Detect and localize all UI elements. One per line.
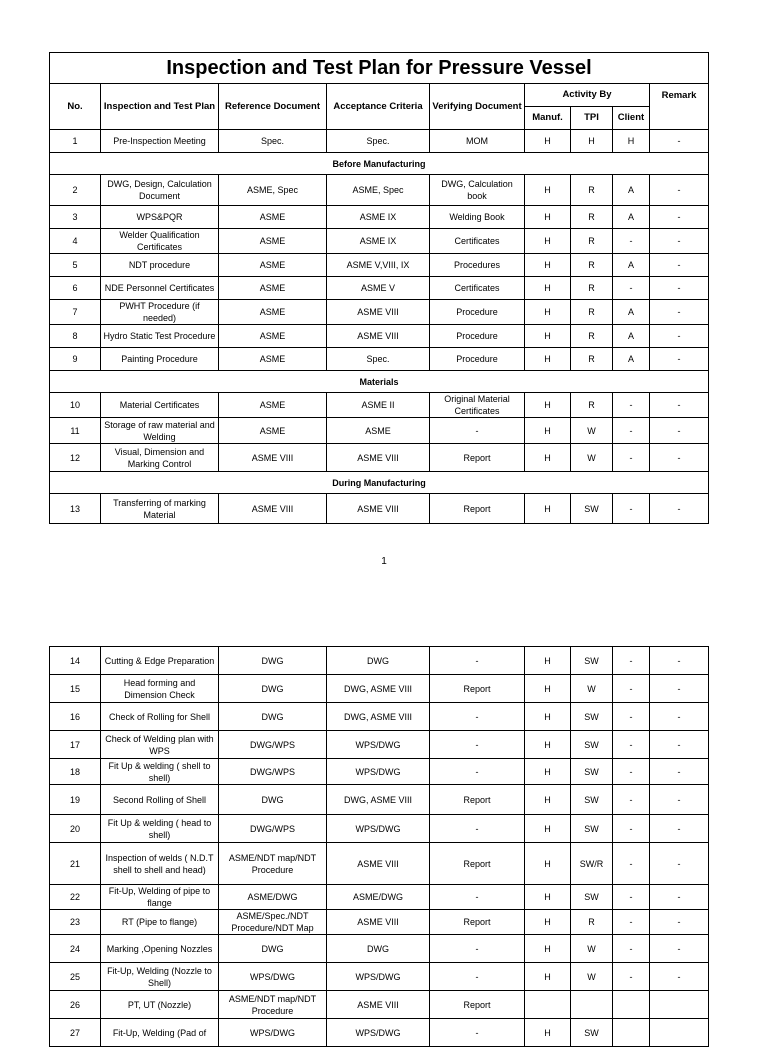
- cell-manuf: H: [525, 785, 571, 815]
- table-row: [50, 130, 709, 153]
- cell-manuf: H: [525, 963, 571, 991]
- cell-inspection-plan: Pre-Inspection Meeting: [101, 130, 219, 153]
- cell-reference: DWG/WPS: [219, 759, 327, 785]
- cell-tpi: R: [571, 300, 613, 325]
- cell-reference: DWG: [219, 647, 327, 675]
- cell-client: A: [613, 254, 650, 277]
- cell-inspection-plan: NDE Personnel Certificates: [101, 277, 219, 300]
- cell-client: -: [613, 963, 650, 991]
- cell-manuf: H: [525, 910, 571, 935]
- cell-acceptance: DWG: [327, 647, 430, 675]
- cell-tpi: R: [571, 229, 613, 254]
- cell-acceptance: WPS/DWG: [327, 759, 430, 785]
- cell-tpi: [571, 991, 613, 1019]
- section-row: [50, 472, 709, 494]
- cell-manuf: H: [525, 703, 571, 731]
- cell-manuf: H: [525, 348, 571, 371]
- cell-verifying: Report: [430, 444, 525, 472]
- table-row: [50, 815, 709, 843]
- cell-manuf: H: [525, 1019, 571, 1047]
- cell-remark: -: [650, 444, 709, 472]
- cell-reference: ASME, Spec: [219, 175, 327, 206]
- cell-reference: WPS/DWG: [219, 1019, 327, 1047]
- cell-client: -: [613, 910, 650, 935]
- cell-acceptance: ASME VIII: [327, 325, 430, 348]
- cell-remark: -: [650, 206, 709, 229]
- table-row: [50, 418, 709, 444]
- cell-remark: -: [650, 843, 709, 885]
- cell-no: 14: [50, 647, 101, 675]
- cell-no: 13: [50, 494, 101, 524]
- cell-no: 1: [50, 130, 101, 153]
- cell-client: A: [613, 325, 650, 348]
- cell-acceptance: ASME IX: [327, 229, 430, 254]
- cell-remark: -: [650, 175, 709, 206]
- table-row: [50, 300, 709, 325]
- itp-table-page-1: [49, 52, 709, 524]
- cell-remark: -: [650, 910, 709, 935]
- cell-verifying: MOM: [430, 130, 525, 153]
- cell-inspection-plan: Fit Up & welding ( head to shell): [101, 815, 219, 843]
- section-label: During Manufacturing: [50, 472, 709, 494]
- cell-inspection-plan: RT (Pipe to flange): [101, 910, 219, 935]
- section-label: Materials: [50, 371, 709, 393]
- cell-inspection-plan: Marking ,Opening Nozzles: [101, 935, 219, 963]
- cell-tpi: R: [571, 910, 613, 935]
- cell-client: -: [613, 759, 650, 785]
- cell-manuf: H: [525, 130, 571, 153]
- cell-acceptance: ASME VIII: [327, 300, 430, 325]
- cell-client: [613, 991, 650, 1019]
- cell-reference: ASME: [219, 348, 327, 371]
- cell-tpi: SW: [571, 731, 613, 759]
- cell-client: [613, 1019, 650, 1047]
- col-header-remark: Remark: [650, 84, 709, 130]
- cell-reference: ASME VIII: [219, 444, 327, 472]
- cell-no: 11: [50, 418, 101, 444]
- cell-verifying: DWG, Calculation book: [430, 175, 525, 206]
- cell-verifying: -: [430, 1019, 525, 1047]
- cell-reference: ASME: [219, 300, 327, 325]
- col-header-acceptance: Acceptance Criteria: [327, 84, 430, 130]
- cell-tpi: W: [571, 444, 613, 472]
- cell-tpi: SW: [571, 1019, 613, 1047]
- section-label: Before Manufacturing: [50, 153, 709, 175]
- cell-verifying: Report: [430, 675, 525, 703]
- cell-verifying: Procedure: [430, 348, 525, 371]
- cell-acceptance: DWG, ASME VIII: [327, 785, 430, 815]
- cell-remark: -: [650, 703, 709, 731]
- table-row: [50, 206, 709, 229]
- cell-no: 24: [50, 935, 101, 963]
- cell-tpi: R: [571, 348, 613, 371]
- itp-table-page-2: [49, 646, 709, 1047]
- cell-inspection-plan: WPS&PQR: [101, 206, 219, 229]
- cell-manuf: H: [525, 843, 571, 885]
- cell-manuf: H: [525, 175, 571, 206]
- cell-acceptance: Spec.: [327, 130, 430, 153]
- cell-client: -: [613, 731, 650, 759]
- col-header-activity-by: Activity By: [525, 84, 650, 107]
- cell-verifying: Report: [430, 785, 525, 815]
- cell-verifying: Procedure: [430, 300, 525, 325]
- cell-reference: ASME: [219, 206, 327, 229]
- cell-verifying: -: [430, 815, 525, 843]
- cell-inspection-plan: Fit-Up, Welding (Nozzle to Shell): [101, 963, 219, 991]
- cell-verifying: Certificates: [430, 229, 525, 254]
- cell-acceptance: Spec.: [327, 348, 430, 371]
- cell-inspection-plan: Storage of raw material and Welding: [101, 418, 219, 444]
- cell-manuf: H: [525, 885, 571, 910]
- cell-client: A: [613, 175, 650, 206]
- cell-client: -: [613, 494, 650, 524]
- cell-remark: -: [650, 494, 709, 524]
- cell-reference: Spec.: [219, 130, 327, 153]
- cell-remark: -: [650, 418, 709, 444]
- cell-acceptance: ASME VIII: [327, 843, 430, 885]
- cell-acceptance: ASME V: [327, 277, 430, 300]
- cell-remark: -: [650, 963, 709, 991]
- cell-verifying: Welding Book: [430, 206, 525, 229]
- cell-acceptance: ASME II: [327, 393, 430, 418]
- cell-manuf: H: [525, 254, 571, 277]
- cell-no: 9: [50, 348, 101, 371]
- cell-acceptance: DWG, ASME VIII: [327, 703, 430, 731]
- cell-reference: DWG: [219, 703, 327, 731]
- cell-client: -: [613, 703, 650, 731]
- cell-inspection-plan: Painting Procedure: [101, 348, 219, 371]
- cell-remark: -: [650, 815, 709, 843]
- cell-verifying: -: [430, 935, 525, 963]
- cell-inspection-plan: Welder Qualification Certificates: [101, 229, 219, 254]
- cell-no: 5: [50, 254, 101, 277]
- cell-inspection-plan: Fit-Up, Welding of pipe to flange: [101, 885, 219, 910]
- cell-inspection-plan: NDT procedure: [101, 254, 219, 277]
- cell-manuf: H: [525, 759, 571, 785]
- table-row: [50, 910, 709, 935]
- cell-verifying: Procedure: [430, 325, 525, 348]
- cell-tpi: SW: [571, 759, 613, 785]
- cell-manuf: H: [525, 935, 571, 963]
- cell-inspection-plan: Inspection of welds ( N.D.T shell to shell and head): [101, 843, 219, 885]
- cell-acceptance: WPS/DWG: [327, 963, 430, 991]
- cell-client: A: [613, 206, 650, 229]
- cell-remark: [650, 991, 709, 1019]
- cell-tpi: W: [571, 675, 613, 703]
- cell-reference: WPS/DWG: [219, 963, 327, 991]
- table-row: [50, 963, 709, 991]
- section-row: [50, 153, 709, 175]
- cell-remark: -: [650, 254, 709, 277]
- col-header-client: Client: [613, 107, 650, 130]
- page-title: Inspection and Test Plan for Pressure Vessel: [50, 53, 709, 84]
- cell-no: 23: [50, 910, 101, 935]
- cell-reference: ASME VIII: [219, 494, 327, 524]
- cell-remark: [650, 1019, 709, 1047]
- cell-manuf: H: [525, 229, 571, 254]
- table-row: [50, 175, 709, 206]
- cell-reference: ASME: [219, 325, 327, 348]
- cell-manuf: H: [525, 277, 571, 300]
- cell-acceptance: WPS/DWG: [327, 815, 430, 843]
- cell-manuf: H: [525, 444, 571, 472]
- cell-client: -: [613, 647, 650, 675]
- cell-reference: DWG: [219, 675, 327, 703]
- col-header-tpi: TPI: [571, 107, 613, 130]
- cell-client: -: [613, 277, 650, 300]
- cell-tpi: R: [571, 325, 613, 348]
- cell-no: 2: [50, 175, 101, 206]
- cell-remark: -: [650, 325, 709, 348]
- cell-verifying: -: [430, 703, 525, 731]
- cell-tpi: W: [571, 935, 613, 963]
- cell-client: -: [613, 885, 650, 910]
- cell-client: -: [613, 935, 650, 963]
- cell-acceptance: ASME, Spec: [327, 175, 430, 206]
- cell-acceptance: ASME VIII: [327, 910, 430, 935]
- table-row: [50, 647, 709, 675]
- cell-no: 18: [50, 759, 101, 785]
- cell-remark: -: [650, 130, 709, 153]
- cell-remark: -: [650, 785, 709, 815]
- cell-client: H: [613, 130, 650, 153]
- cell-no: 8: [50, 325, 101, 348]
- cell-no: 26: [50, 991, 101, 1019]
- cell-client: -: [613, 675, 650, 703]
- cell-remark: -: [650, 731, 709, 759]
- cell-verifying: Report: [430, 910, 525, 935]
- cell-verifying: -: [430, 418, 525, 444]
- cell-remark: -: [650, 348, 709, 371]
- cell-tpi: SW: [571, 703, 613, 731]
- cell-manuf: H: [525, 325, 571, 348]
- cell-remark: -: [650, 277, 709, 300]
- cell-acceptance: ASME/DWG: [327, 885, 430, 910]
- table-row: [50, 393, 709, 418]
- cell-reference: DWG/WPS: [219, 731, 327, 759]
- table-row: [50, 675, 709, 703]
- cell-no: 10: [50, 393, 101, 418]
- table-row: [50, 991, 709, 1019]
- cell-inspection-plan: Transferring of marking Material: [101, 494, 219, 524]
- cell-inspection-plan: Material Certificates: [101, 393, 219, 418]
- cell-acceptance: WPS/DWG: [327, 731, 430, 759]
- cell-client: A: [613, 300, 650, 325]
- cell-tpi: SW: [571, 494, 613, 524]
- table-row: [50, 254, 709, 277]
- cell-verifying: Report: [430, 991, 525, 1019]
- cell-verifying: Certificates: [430, 277, 525, 300]
- cell-reference: ASME: [219, 393, 327, 418]
- cell-acceptance: DWG: [327, 935, 430, 963]
- cell-inspection-plan: PWHT Procedure (if needed): [101, 300, 219, 325]
- table-row: [50, 1019, 709, 1047]
- cell-remark: -: [650, 885, 709, 910]
- cell-verifying: -: [430, 647, 525, 675]
- table-body-page-1: [50, 130, 709, 524]
- table-row: [50, 325, 709, 348]
- cell-client: -: [613, 444, 650, 472]
- col-header-plan: Inspection and Test Plan: [101, 84, 219, 130]
- cell-reference: ASME/NDT map/NDT Procedure: [219, 991, 327, 1019]
- cell-tpi: SW: [571, 815, 613, 843]
- cell-acceptance: ASME V,VIII, IX: [327, 254, 430, 277]
- cell-acceptance: ASME VIII: [327, 494, 430, 524]
- table-row: [50, 785, 709, 815]
- col-header-manuf: Manuf.: [525, 107, 571, 130]
- cell-acceptance: ASME IX: [327, 206, 430, 229]
- cell-no: 4: [50, 229, 101, 254]
- cell-verifying: -: [430, 963, 525, 991]
- cell-no: 7: [50, 300, 101, 325]
- cell-reference: DWG: [219, 785, 327, 815]
- cell-manuf: H: [525, 731, 571, 759]
- cell-inspection-plan: Check of Rolling for Shell: [101, 703, 219, 731]
- cell-manuf: H: [525, 815, 571, 843]
- cell-remark: -: [650, 759, 709, 785]
- cell-client: -: [613, 393, 650, 418]
- cell-no: 22: [50, 885, 101, 910]
- cell-client: -: [613, 418, 650, 444]
- cell-inspection-plan: Fit Up & welding ( shell to shell): [101, 759, 219, 785]
- cell-reference: ASME: [219, 229, 327, 254]
- cell-reference: ASME/Spec./NDT Procedure/NDT Map: [219, 910, 327, 935]
- cell-manuf: H: [525, 675, 571, 703]
- cell-remark: -: [650, 393, 709, 418]
- cell-inspection-plan: Visual, Dimension and Marking Control: [101, 444, 219, 472]
- cell-reference: ASME/DWG: [219, 885, 327, 910]
- cell-inspection-plan: Head forming and Dimension Check: [101, 675, 219, 703]
- cell-verifying: -: [430, 885, 525, 910]
- cell-remark: -: [650, 300, 709, 325]
- cell-inspection-plan: Hydro Static Test Procedure: [101, 325, 219, 348]
- cell-tpi: SW/R: [571, 843, 613, 885]
- table-row: [50, 885, 709, 910]
- cell-tpi: SW: [571, 647, 613, 675]
- cell-no: 17: [50, 731, 101, 759]
- cell-client: -: [613, 815, 650, 843]
- cell-tpi: H: [571, 130, 613, 153]
- table-row: [50, 348, 709, 371]
- cell-manuf: H: [525, 494, 571, 524]
- cell-no: 16: [50, 703, 101, 731]
- cell-verifying: -: [430, 731, 525, 759]
- cell-manuf: H: [525, 206, 571, 229]
- cell-client: A: [613, 348, 650, 371]
- table-row: [50, 229, 709, 254]
- cell-manuf: H: [525, 300, 571, 325]
- cell-reference: ASME: [219, 277, 327, 300]
- cell-verifying: Procedures: [430, 254, 525, 277]
- table-row: [50, 731, 709, 759]
- cell-no: 20: [50, 815, 101, 843]
- cell-no: 25: [50, 963, 101, 991]
- cell-inspection-plan: DWG, Design, Calculation Document: [101, 175, 219, 206]
- table-row: [50, 277, 709, 300]
- cell-no: 3: [50, 206, 101, 229]
- cell-remark: -: [650, 675, 709, 703]
- cell-acceptance: ASME: [327, 418, 430, 444]
- table-row: [50, 843, 709, 885]
- cell-reference: ASME: [219, 254, 327, 277]
- cell-verifying: Report: [430, 494, 525, 524]
- table-row: [50, 494, 709, 524]
- cell-remark: -: [650, 935, 709, 963]
- cell-remark: -: [650, 647, 709, 675]
- cell-verifying: Report: [430, 843, 525, 885]
- cell-manuf: H: [525, 418, 571, 444]
- table-row: [50, 703, 709, 731]
- cell-tpi: W: [571, 418, 613, 444]
- page-number: 1: [381, 556, 387, 567]
- cell-inspection-plan: Second Rolling of Shell: [101, 785, 219, 815]
- cell-acceptance: ASME VIII: [327, 444, 430, 472]
- col-header-no: No.: [50, 84, 101, 130]
- cell-tpi: R: [571, 277, 613, 300]
- cell-no: 19: [50, 785, 101, 815]
- cell-tpi: R: [571, 206, 613, 229]
- table-body-page-2: [50, 647, 709, 1047]
- cell-inspection-plan: Cutting & Edge Preparation: [101, 647, 219, 675]
- cell-no: 6: [50, 277, 101, 300]
- cell-inspection-plan: PT, UT (Nozzle): [101, 991, 219, 1019]
- cell-reference: DWG: [219, 935, 327, 963]
- cell-tpi: SW: [571, 885, 613, 910]
- cell-inspection-plan: Fit-Up, Welding (Pad of: [101, 1019, 219, 1047]
- table-row: [50, 759, 709, 785]
- cell-no: 27: [50, 1019, 101, 1047]
- cell-manuf: [525, 991, 571, 1019]
- cell-no: 15: [50, 675, 101, 703]
- cell-reference: ASME/NDT map/NDT Procedure: [219, 843, 327, 885]
- col-header-reference: Reference Document: [219, 84, 327, 130]
- cell-acceptance: WPS/DWG: [327, 1019, 430, 1047]
- cell-remark: -: [650, 229, 709, 254]
- cell-reference: DWG/WPS: [219, 815, 327, 843]
- cell-tpi: W: [571, 963, 613, 991]
- cell-tpi: R: [571, 393, 613, 418]
- col-header-verifying: Verifying Document: [430, 84, 525, 130]
- cell-inspection-plan: Check of Welding plan with WPS: [101, 731, 219, 759]
- table-row: [50, 935, 709, 963]
- cell-no: 12: [50, 444, 101, 472]
- cell-client: -: [613, 229, 650, 254]
- cell-client: -: [613, 843, 650, 885]
- cell-reference: ASME: [219, 418, 327, 444]
- cell-acceptance: DWG, ASME VIII: [327, 675, 430, 703]
- cell-manuf: H: [525, 647, 571, 675]
- section-row: [50, 371, 709, 393]
- table-row: [50, 444, 709, 472]
- cell-verifying: Original Material Certificates: [430, 393, 525, 418]
- cell-tpi: R: [571, 254, 613, 277]
- cell-no: 21: [50, 843, 101, 885]
- cell-acceptance: ASME VIII: [327, 991, 430, 1019]
- cell-manuf: H: [525, 393, 571, 418]
- cell-tpi: SW: [571, 785, 613, 815]
- cell-tpi: R: [571, 175, 613, 206]
- cell-client: -: [613, 785, 650, 815]
- cell-verifying: -: [430, 759, 525, 785]
